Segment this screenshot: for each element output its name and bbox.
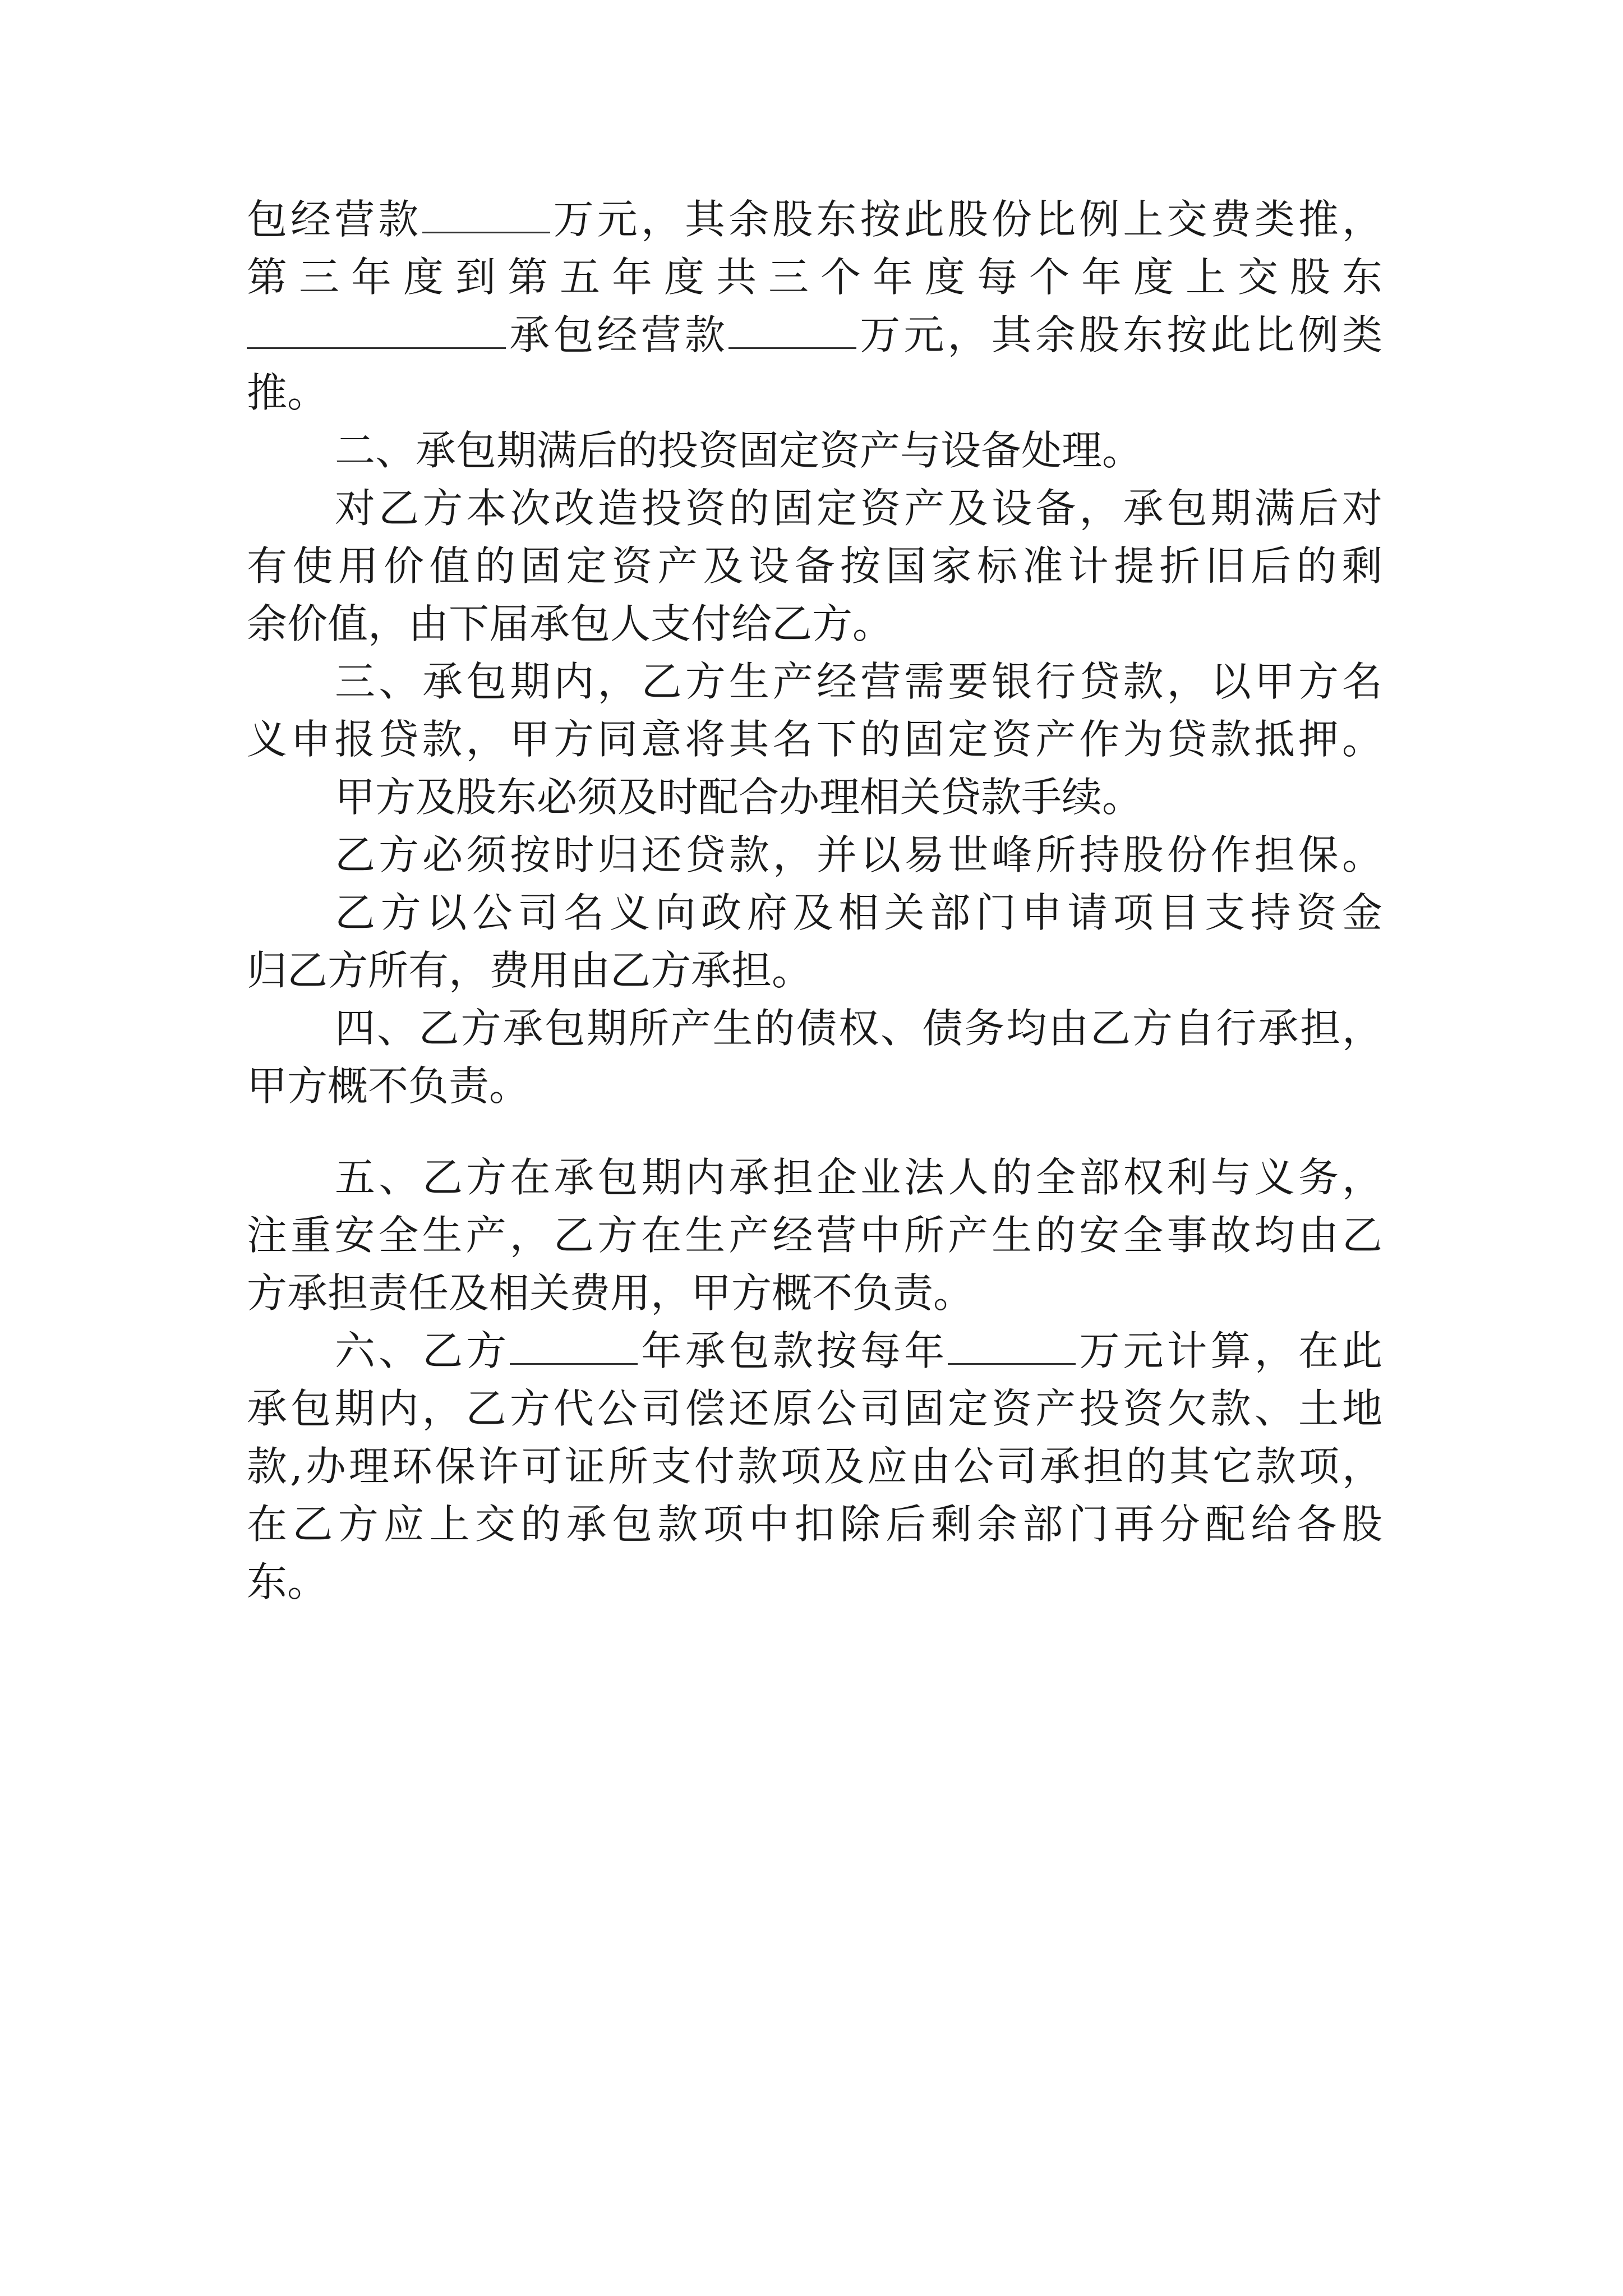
text-line xyxy=(247,1207,1382,1264)
text-segment: 三、承包期内，乙方生产经营需要银行贷款，以甲方名 xyxy=(335,658,1382,705)
text-line xyxy=(247,480,1382,537)
text-segment: 对乙方本次改造投资的固定资产及设备，承包期满后对 xyxy=(335,485,1382,532)
text-line xyxy=(247,653,1382,711)
text-segment: 注重安全生产，乙方在生产经营中所产生的安全事故均由乙 xyxy=(247,1212,1382,1259)
text-segment: 二、承包期满后的投资固定资产与设备处理。 xyxy=(335,427,1143,474)
text-segment: 承包期内，乙方代公司偿还原公司固定资产投资欠款、土地 xyxy=(247,1385,1382,1432)
text-line xyxy=(247,306,1382,364)
text-line xyxy=(247,364,1382,422)
fill-blank xyxy=(728,315,856,349)
text-segment: 东。 xyxy=(247,1558,328,1605)
text-segment: 在乙方应上交的承包款项中扣除后剩余部门再分配给各股 xyxy=(247,1501,1382,1548)
text-line xyxy=(247,826,1382,884)
text-line xyxy=(247,249,1382,306)
fill-blank xyxy=(948,1331,1076,1365)
text-segment: 四、乙方承包期所产生的债权、债务均由乙方自行承担， xyxy=(335,1005,1382,1052)
text-segment: 五、乙方在承包期内承担企业法人的全部权利与义务， xyxy=(335,1154,1382,1201)
document-body xyxy=(247,191,1382,1611)
text-line xyxy=(247,942,1382,1000)
fill-blank xyxy=(510,1331,638,1365)
text-segment: 义申报贷款，甲方同意将其名下的固定资产作为贷款抵押。 xyxy=(247,716,1382,763)
text-line xyxy=(247,537,1382,595)
fill-blank xyxy=(422,199,550,233)
text-segment: 款,办理环保许可证所支付款项及应由公司承担的其它款项， xyxy=(247,1443,1382,1490)
text-segment: 乙方以公司名义向政府及相关部门申请项目支持资金 xyxy=(335,889,1382,936)
text-line xyxy=(247,1553,1382,1611)
fill-blank xyxy=(247,315,506,349)
text-line xyxy=(247,711,1382,769)
text-segment: 乙方必须按时归还贷款，并以易世峰所持股份作担保。 xyxy=(335,831,1382,878)
text-line xyxy=(247,1057,1382,1115)
text-segment: 归乙方所有，费用由乙方承担。 xyxy=(247,947,813,994)
text-segment: 包经营款 xyxy=(247,196,422,243)
text-segment: 推。 xyxy=(247,369,328,416)
text-line xyxy=(247,769,1382,826)
section-heading xyxy=(247,422,1382,480)
text-segment: 甲方概不负责。 xyxy=(247,1062,530,1110)
text-line xyxy=(247,1438,1382,1496)
text-segment: 年承包款按每年 xyxy=(638,1327,948,1374)
text-line xyxy=(247,1149,1382,1207)
text-line xyxy=(247,1000,1382,1057)
text-segment: 万元，其余股东按此比例类 xyxy=(856,311,1382,358)
text-segment: 甲方及股东必须及时配合办理相关贷款手续。 xyxy=(335,774,1143,821)
text-segment: 第三年度到第五年度共三个年度每个年度上交股东 xyxy=(247,254,1382,301)
text-segment: 余价值，由下届承包人支付给乙方。 xyxy=(247,600,893,647)
text-segment: 方承担责任及相关费用，甲方概不负责。 xyxy=(247,1269,974,1317)
text-segment: 承包经营款 xyxy=(506,311,728,358)
text-line xyxy=(247,884,1382,942)
text-segment: 有使用价值的固定资产及设备按国家标准计提折旧后的剩 xyxy=(247,542,1382,590)
text-line xyxy=(247,1380,1382,1438)
text-line xyxy=(247,1322,1382,1380)
text-segment: 万元，其余股东按此股份比例上交费类推， xyxy=(550,196,1382,243)
text-segment: 六、乙方 xyxy=(335,1327,510,1374)
text-segment: 万元计算，在此 xyxy=(1076,1327,1382,1374)
text-line xyxy=(247,1264,1382,1322)
text-line xyxy=(247,595,1382,653)
text-line xyxy=(247,1496,1382,1553)
text-line xyxy=(247,191,1382,249)
